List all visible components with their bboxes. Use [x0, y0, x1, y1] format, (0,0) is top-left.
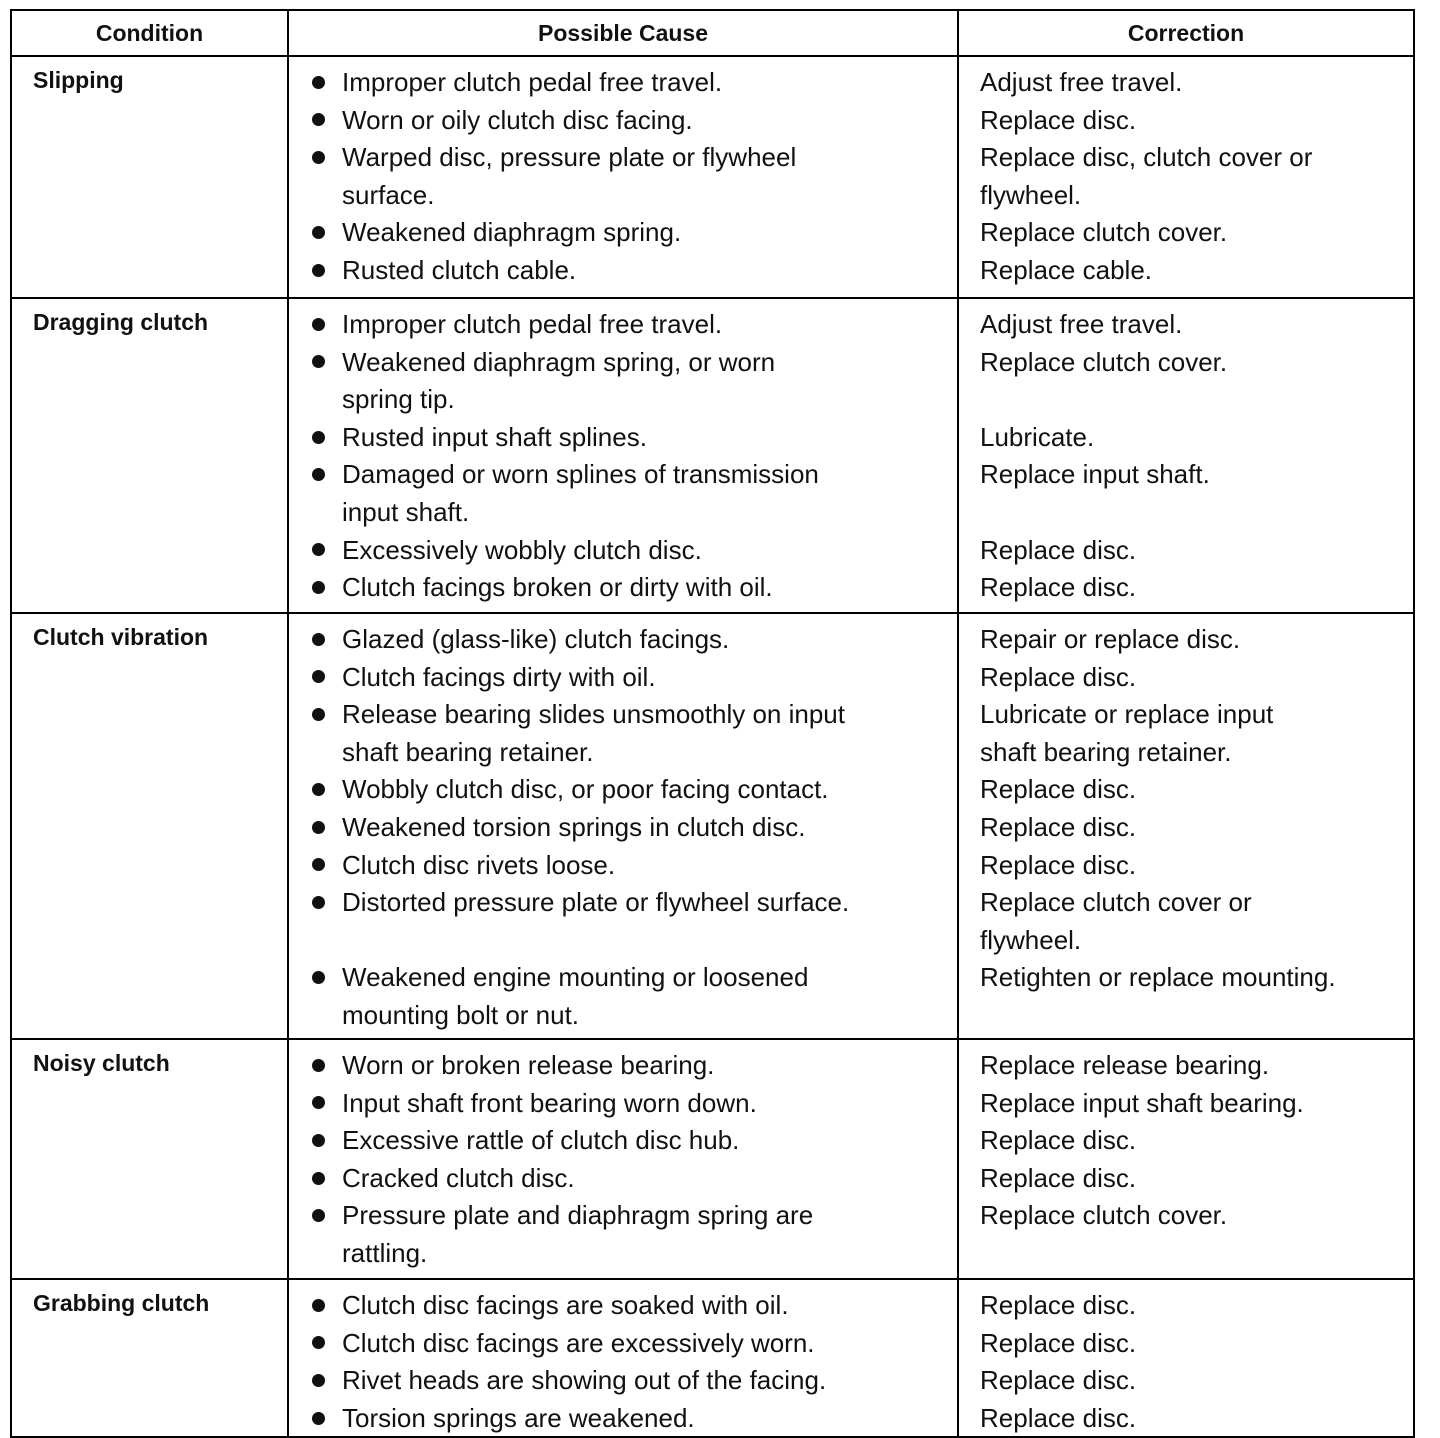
cause-text: mounting bolt or nut.: [342, 999, 580, 1030]
bullet-icon: [312, 1209, 325, 1222]
cause-line: [289, 381, 957, 419]
cause-line: [289, 494, 957, 532]
correction-line: Replace clutch cover.: [980, 217, 1228, 248]
cause-line: [289, 139, 957, 177]
cause-line: [289, 1235, 957, 1273]
bullet-icon: [312, 113, 325, 126]
cause-text: spring tip.: [342, 384, 455, 415]
bullet-icon: [312, 264, 325, 277]
cause-line: [289, 1325, 957, 1363]
cause-text: Rivet heads are showing out of the facing.: [342, 1365, 827, 1396]
table-row: [12, 1278, 1413, 1436]
correction-line: Replace disc.: [980, 104, 1137, 135]
bullet-icon: [312, 468, 325, 481]
bullet-icon: [312, 971, 325, 984]
cause-line: [289, 569, 957, 607]
bullet-icon: [312, 821, 325, 834]
cause-line: [289, 306, 957, 344]
bullet-icon: [312, 76, 325, 89]
cause-line: [289, 1160, 957, 1198]
bullet-icon: [312, 1336, 325, 1349]
cause-line: [289, 456, 957, 494]
correction-line: Replace disc.: [980, 1162, 1137, 1193]
bullet-icon: [312, 670, 325, 683]
correction-line: Replace disc.: [980, 1290, 1137, 1320]
correction-line: [959, 494, 1413, 532]
correction-cell: [959, 614, 1413, 1038]
correction-line: Replace disc.: [980, 849, 1137, 880]
cause-text: Release bearing slides unsmoothly on input: [342, 699, 845, 730]
cause-line: [289, 997, 957, 1035]
bullet-icon: [312, 1134, 325, 1147]
cause-line: [289, 344, 957, 382]
bullet-icon: [312, 783, 325, 796]
bullet-icon: [312, 543, 325, 556]
cause-line: [289, 532, 957, 570]
cause-line: [289, 734, 957, 772]
correction-line: Adjust free travel.: [980, 309, 1183, 339]
cause-text: Input shaft front bearing worn down.: [342, 1087, 757, 1118]
cause-text: Weakened torsion springs in clutch disc.: [342, 811, 806, 842]
correction-line: Replace disc.: [980, 661, 1137, 692]
cause-line: [289, 252, 957, 290]
condition-cell: Dragging clutch: [12, 299, 289, 612]
table-row: [12, 1038, 1413, 1278]
cause-text: Weakened diaphragm spring, or worn: [342, 346, 776, 377]
cause-line: [289, 1362, 957, 1400]
cause-text: Worn or broken release bearing.: [342, 1050, 715, 1080]
correction-line: Lubricate.: [980, 421, 1095, 452]
cause-line: [289, 922, 957, 960]
cause-line: [289, 959, 957, 997]
cause-text: Warped disc, pressure plate or flywheel: [342, 142, 797, 173]
cause-line: [289, 884, 957, 922]
cause-line: [289, 64, 957, 102]
bullet-icon: [312, 151, 325, 164]
bullet-icon: [312, 896, 325, 909]
bullet-icon: [312, 318, 325, 331]
header-correction: Correction: [1127, 19, 1245, 46]
correction-cell: [959, 1040, 1413, 1278]
cause-text: Cracked clutch disc.: [342, 1162, 575, 1193]
cause-line: [289, 214, 957, 252]
cause-line: [289, 1287, 957, 1325]
cause-text: Clutch disc facings are excessively worn.: [342, 1327, 815, 1358]
cause-text: shaft bearing retainer.: [342, 736, 594, 767]
table-row: [12, 55, 1413, 297]
cause-text: Damaged or worn splines of transmission: [342, 459, 819, 490]
cause-cell: [289, 1040, 959, 1278]
cause-text: Rusted clutch cable.: [342, 254, 577, 285]
bullet-icon: [312, 226, 325, 239]
cause-line: [289, 1122, 957, 1160]
cause-cell: [289, 57, 959, 297]
cause-line: [289, 771, 957, 809]
correction-line: [959, 997, 1413, 1035]
correction-line: Replace disc.: [980, 1125, 1137, 1156]
cause-text: rattling.: [342, 1237, 428, 1268]
correction-line: [959, 381, 1413, 419]
cause-line: [289, 847, 957, 885]
condition-cell: Clutch vibration: [12, 614, 289, 1038]
condition-cell: Grabbing clutch: [12, 1280, 289, 1436]
cause-line: [289, 1047, 957, 1085]
correction-line: [959, 1235, 1413, 1273]
cause-text: Clutch disc facings are soaked with oil.: [342, 1290, 789, 1320]
cause-text: Weakened diaphragm spring.: [342, 217, 682, 248]
correction-line: Replace disc.: [980, 774, 1137, 805]
cause-line: [289, 419, 957, 457]
correction-cell: [959, 57, 1413, 297]
cause-text: Weakened engine mounting or loosened: [342, 962, 809, 993]
bullet-icon: [312, 708, 325, 721]
cause-line: [289, 1085, 957, 1123]
correction-cell: [959, 1280, 1413, 1436]
correction-cell: [959, 299, 1413, 612]
bullet-icon: [312, 858, 325, 871]
cause-text: Rusted input shaft splines.: [342, 421, 647, 452]
bullet-icon: [312, 1172, 325, 1185]
cause-line: [289, 177, 957, 215]
cause-text: Clutch disc rivets loose.: [342, 849, 616, 880]
cause-text: Pressure plate and diaphragm spring are: [342, 1200, 814, 1231]
bullet-icon: [312, 1412, 325, 1425]
bullet-icon: [312, 355, 325, 368]
cause-line: [289, 659, 957, 697]
cause-text: Improper clutch pedal free travel.: [342, 309, 723, 339]
cause-line: [289, 1197, 957, 1235]
correction-line: Replace clutch cover.: [980, 346, 1228, 377]
cause-cell: [289, 1280, 959, 1436]
condition-cell: Slipping: [12, 57, 289, 297]
correction-line: Replace release bearing.: [980, 1050, 1270, 1080]
table-header-row: [12, 11, 1413, 55]
bullet-icon: [312, 1374, 325, 1387]
cause-cell: [289, 299, 959, 612]
cause-line: [289, 696, 957, 734]
correction-line: Replace input shaft.: [980, 459, 1210, 490]
bullet-icon: [312, 1059, 325, 1072]
correction-line: Repair or replace disc.: [980, 624, 1241, 654]
correction-line: Replace clutch cover.: [980, 1200, 1228, 1231]
correction-line: Replace disc, clutch cover or: [980, 142, 1313, 173]
correction-line: Lubricate or replace input: [980, 699, 1274, 730]
correction-line: Replace disc.: [980, 811, 1137, 842]
table-body: [12, 55, 1413, 1436]
bullet-icon: [312, 581, 325, 594]
correction-line: Replace disc.: [980, 1402, 1137, 1433]
cause-line: [289, 809, 957, 847]
correction-line: Replace disc.: [980, 534, 1137, 565]
correction-line: Replace cable.: [980, 254, 1152, 285]
table-row: [12, 297, 1413, 612]
correction-line: Retighten or replace mounting.: [980, 962, 1336, 993]
cause-text: Glazed (glass-like) clutch facings.: [342, 624, 730, 654]
cause-text: Clutch facings dirty with oil.: [342, 661, 656, 692]
condition-cell: Noisy clutch: [12, 1040, 289, 1278]
cause-text: input shaft.: [342, 496, 470, 527]
cause-text: Excessively wobbly clutch disc.: [342, 534, 702, 565]
cause-text: Improper clutch pedal free travel.: [342, 67, 723, 97]
cause-cell: [289, 614, 959, 1038]
table-row: [12, 612, 1413, 1038]
cause-text: Worn or oily clutch disc facing.: [342, 104, 693, 135]
correction-line: shaft bearing retainer.: [980, 736, 1232, 767]
correction-line: Replace disc.: [980, 1365, 1137, 1396]
correction-line: Replace disc.: [980, 572, 1137, 603]
bullet-icon: [312, 633, 325, 646]
bullet-icon: [312, 1096, 325, 1109]
cause-line: [289, 102, 957, 140]
correction-line: Replace input shaft bearing.: [980, 1087, 1304, 1118]
correction-line: flywheel.: [980, 179, 1082, 210]
cause-text: Clutch facings broken or dirty with oil.: [342, 572, 773, 603]
correction-line: flywheel.: [980, 924, 1082, 955]
cause-text: Wobbly clutch disc, or poor facing contact.: [342, 774, 829, 805]
cause-text: Distorted pressure plate or flywheel surface.: [342, 887, 850, 918]
cause-line: [289, 621, 957, 659]
cause-text: surface.: [342, 179, 435, 210]
troubleshooting-table: [10, 9, 1415, 1438]
header-condition: Condition: [12, 11, 289, 55]
cause-line: [289, 1400, 957, 1438]
header-possible-cause: Possible Cause: [289, 11, 959, 55]
cause-text: Excessive rattle of clutch disc hub.: [342, 1125, 740, 1156]
bullet-icon: [312, 1299, 325, 1312]
correction-line: Replace disc.: [980, 1327, 1137, 1358]
correction-line: Replace clutch cover or: [980, 887, 1252, 918]
correction-line: Adjust free travel.: [980, 67, 1183, 97]
cause-text: Torsion springs are weakened.: [342, 1402, 695, 1433]
bullet-icon: [312, 431, 325, 444]
